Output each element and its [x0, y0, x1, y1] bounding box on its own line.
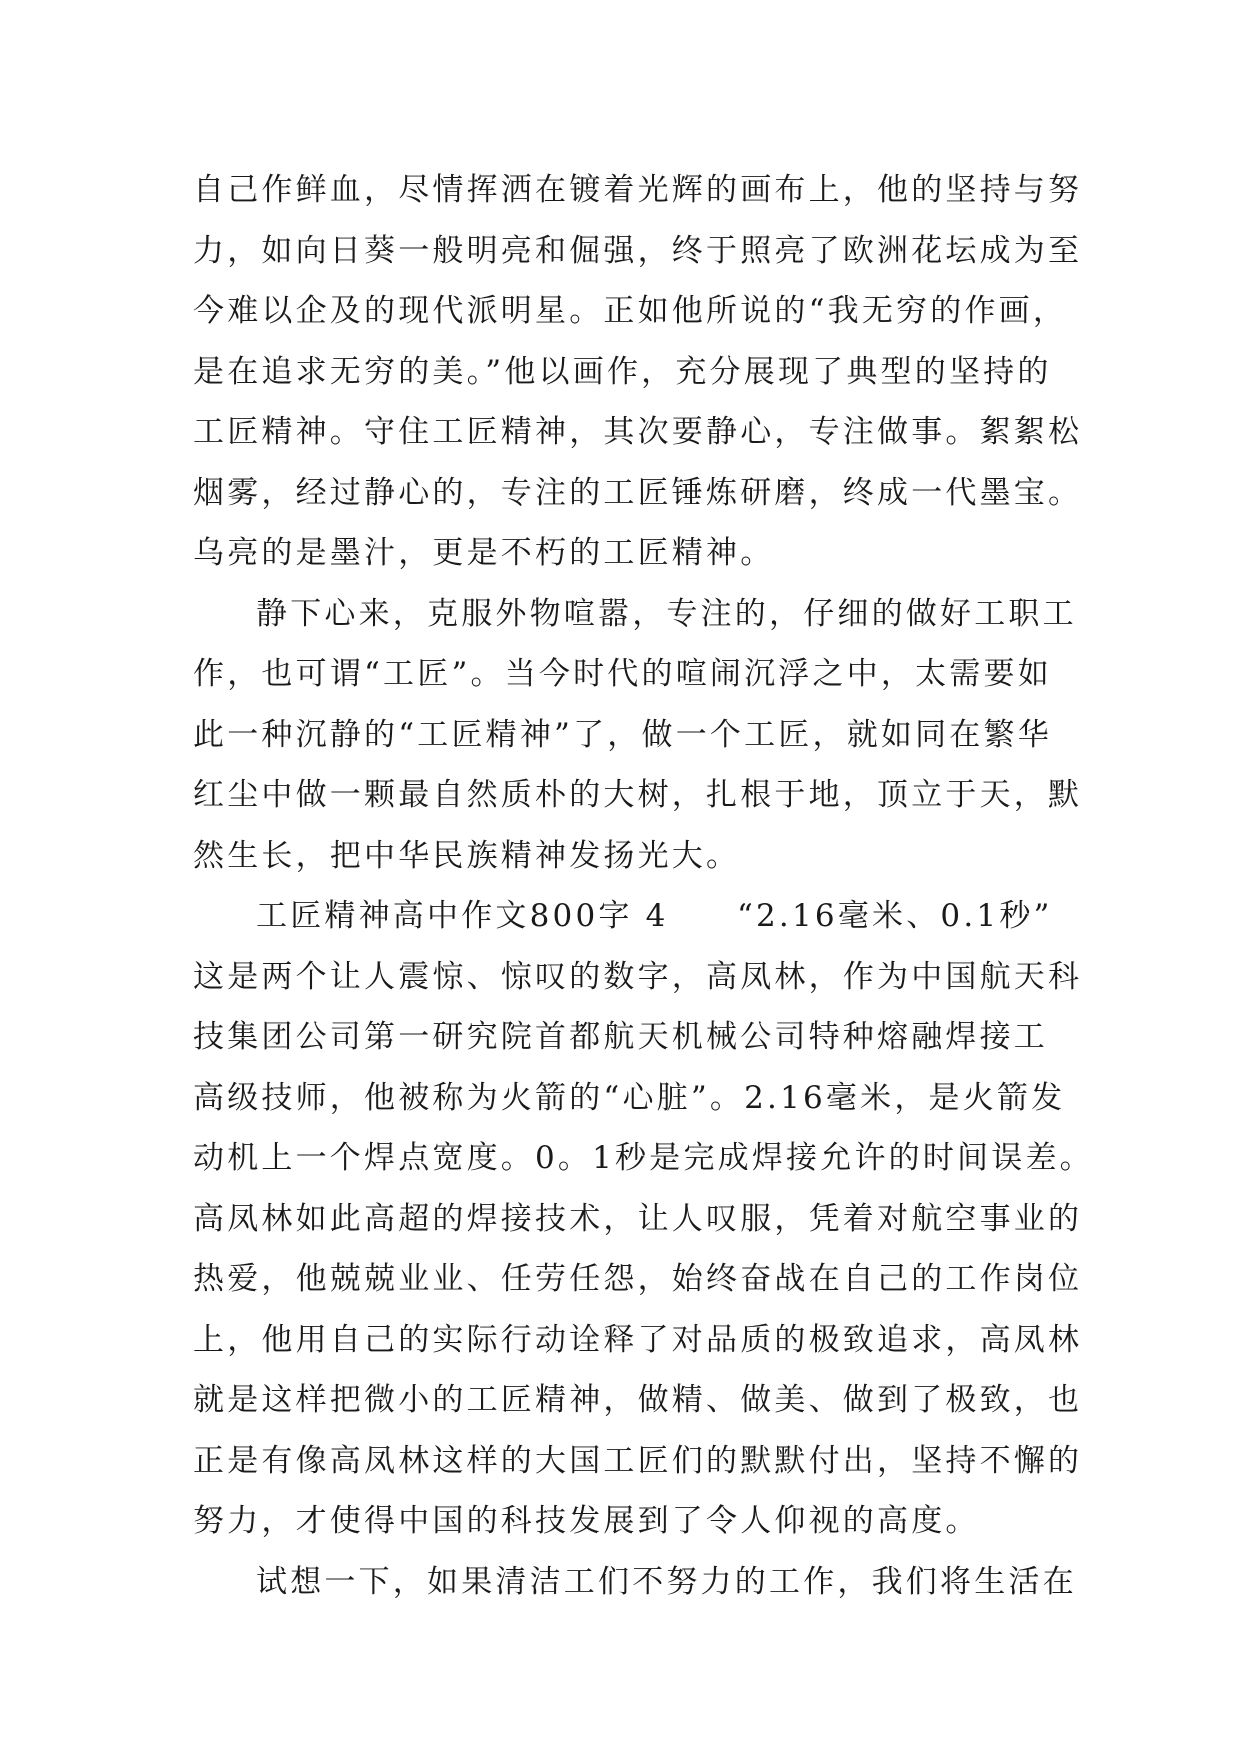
- text-line: 正是有像高凤林这样的大国工匠们的默默付出，坚持不懈的: [193, 1442, 1083, 1479]
- text-line: 乌亮的是墨汁，更是不朽的工匠精神。: [193, 535, 775, 571]
- text-line: 上，他用自己的实际行动诠释了对品质的极致追求，高凤林: [193, 1321, 1083, 1358]
- text-line: 是在追求无穷的美。”他以画作，充分展现了典型的坚持的: [193, 353, 1052, 390]
- text-line: 红尘中做一颗最自然质朴的大树，扎根于地，顶立于天，默: [193, 777, 1083, 813]
- paragraph-first-line: 静下心来，克服外物喧嚣，专注的，仔细的做好工职工: [256, 595, 1077, 632]
- text-line: 自己作鲜血，尽情挥洒在镀着光辉的画布上，他的坚持与努: [193, 172, 1083, 208]
- section-heading-line: 工匠精神高中作文800字 4 “2.16毫米、0.1秒”: [256, 898, 1053, 934]
- text-line: 今难以企及的现代派明星。正如他所说的“我无穷的作画，: [193, 293, 1068, 329]
- text-line: 工匠精神。守住工匠精神，其次要静心，专注做事。絮絮松: [193, 414, 1083, 450]
- text-line: 努力，才使得中国的科技发展到了令人仰视的高度。: [193, 1503, 980, 1539]
- paragraph-first-line: 试想一下，如果清洁工们不努力的工作，我们将生活在: [256, 1563, 1077, 1600]
- text-line: 高凤林如此高超的焊接技术，让人叹服，凭着对航空事业的: [193, 1200, 1083, 1237]
- text-line: 技集团公司第一研究院首都航天机械公司特种熔融焊接工: [193, 1019, 1048, 1055]
- text-line: 热爱，他兢兢业业、任劳任怨，始终奋战在自己的工作岗位: [193, 1261, 1083, 1297]
- text-line: 烟雾，经过静心的，专注的工匠锤炼研磨，终成一代墨宝。: [193, 474, 1083, 511]
- text-line: 然生长，把中华民族精神发扬光大。: [193, 837, 741, 874]
- text-line: 动机上一个焊点宽度。0。1秒是完成焊接允许的时间误差。: [193, 1140, 1094, 1176]
- text-line: 就是这样把微小的工匠精神，做精、做美、做到了极致，也: [193, 1382, 1083, 1418]
- text-line: 此一种沉静的“工匠精神”了，做一个工匠，就如同在繁华: [193, 716, 1052, 753]
- essay-body: [193, 160, 1094, 1612]
- text-line: 高级技师，他被称为火箭的“心脏”。2.16毫米，是火箭发: [193, 1079, 1066, 1116]
- text-line: 力，如向日葵一般明亮和倔强，终于照亮了欧洲花坛成为至: [193, 232, 1083, 269]
- text-line: 这是两个让人震惊、惊叹的数字，高凤林，作为中国航天科: [193, 958, 1083, 995]
- text-line: 作，也可谓“工匠”。当今时代的喧闹沉浮之中，太需要如: [193, 656, 1052, 692]
